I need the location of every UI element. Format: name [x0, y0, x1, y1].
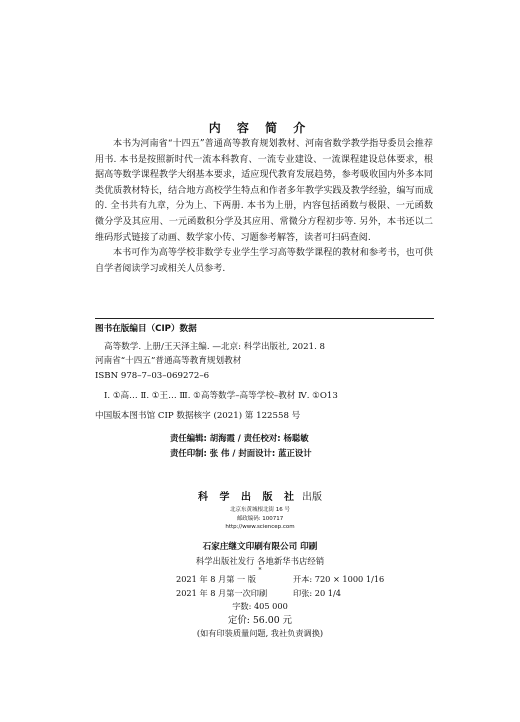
section-divider: [95, 318, 434, 319]
intro-body: [95, 137, 433, 277]
publisher-address: 北京东黄城根北街 16 号: [230, 507, 290, 513]
cip-classification: Ⅰ. ①高… Ⅱ. ①王… Ⅲ. ①高等数学–高等学校–教材 Ⅳ. ①O13: [104, 390, 338, 401]
publisher-website: http://www.sciencep.com: [225, 524, 295, 530]
cip-heading: 图书在版编目（CIP）数据: [95, 324, 197, 334]
publisher-name-text: 科 学 出 版 社: [198, 492, 298, 503]
publisher-block: [0, 488, 520, 574]
cip-record: 中国版本图书馆 CIP 数据核字 (2021) 第 122558 号: [95, 411, 301, 422]
intro-paragraph: 本书为河南省“十四五”普通高等教育规划教材、河南省数学教学指导委员会推荐用书. 本书是按照新时代一流本科教育、一流专业建设、一流课程建设总体要求，根据高等数学课程教学大纲基本要求，适应现代教育发展趋势，参考吸收国内外多本同类优质教材特长，结合地方高校学生特点和作者多年教学实践及教学经验，编写而成的. 全书共有九章，分为上、下两册. 本书为上册，内容包括函数与极限、一元函数微分学及其应用、一元函数积分学及其应用、常微分方程初步等. 另外，本书还以二维码形式链接了动画、数学家小传、习题参考解答，读者可扫码查阅.: [95, 139, 433, 243]
edition-block: [0, 573, 520, 641]
editor-line: 责任编辑: 胡海霞 / 责任校对: 杨聪敏: [170, 433, 309, 443]
price: 定价: 56.00 元: [227, 614, 293, 626]
intro-paragraph: 本书可作为高等学校非数学专业学生学习高等数学课程的教材和参考书，也可供自学者阅读学习或相关人员参考.: [95, 248, 433, 274]
book-format: 开本: 720 × 1000 1/16: [293, 574, 385, 584]
publisher-name: [0, 488, 520, 503]
printer-line: 石家庄继文印刷有限公司 印刷: [202, 541, 318, 552]
publisher-postcode: 邮政编码: 100717: [236, 515, 284, 522]
editor-credits: [170, 431, 430, 460]
publish-label: 出版: [301, 492, 322, 503]
cip-line: 河南省“十四五”普通高等教育规划教材: [95, 356, 242, 367]
quality-notice: (如有印装质量问题, 我社负责调换): [196, 628, 324, 639]
intro-title: 内 容 简 介: [208, 121, 312, 135]
distribution-line: 科学出版社发行 各地新华书店经销: [195, 555, 325, 566]
print-date: 2021 年 8 月第一次印刷: [176, 587, 268, 598]
word-count: 字数: 405 000: [232, 601, 288, 612]
print-sheets: 印张: 20 1/4: [293, 587, 341, 598]
cip-block: [95, 322, 435, 423]
separator-star: *: [258, 566, 262, 574]
cip-line: ISBN 978–7–03–069272–6: [95, 370, 210, 381]
edition-date: 2021 年 8 月第 一 版: [176, 574, 256, 584]
editor-line: 责任印制: 张 伟 / 封面设计: 蓝正设计: [170, 447, 312, 458]
cip-line: 高等数学. 上册/王天泽主编. —北京: 科学出版社, 2021. 8: [104, 342, 325, 353]
